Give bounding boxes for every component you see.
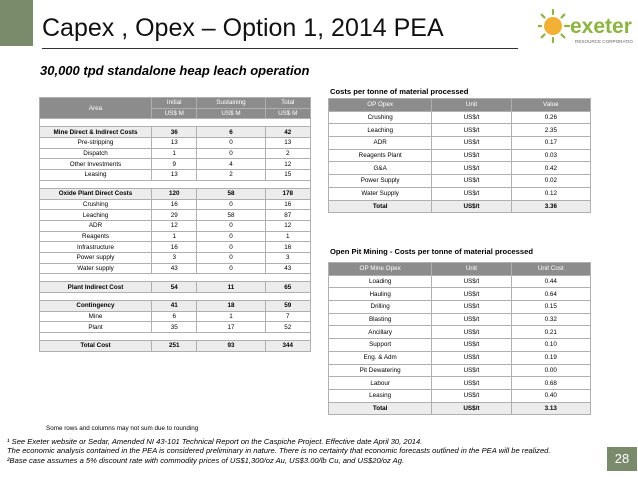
capex-table xyxy=(39,97,311,352)
table-row xyxy=(40,322,311,333)
table-cell: 0 xyxy=(197,252,265,263)
table-row xyxy=(40,252,311,263)
table-row xyxy=(329,162,591,175)
footnote-3: ²Base case assumes a 5% discount rate with commodity prices of US$1,300/oz Au, US$3.00/lb Cu, and US$20/oz Ag. xyxy=(7,455,405,465)
table-cell: Labour xyxy=(329,377,432,390)
table-cell: 0 xyxy=(197,220,265,231)
table-cell: Total xyxy=(329,402,432,415)
capex-unit-2: US$ M xyxy=(265,108,310,119)
table-row xyxy=(40,293,311,301)
table-cell: US$/t xyxy=(432,301,511,314)
table-cell: 0.12 xyxy=(511,187,590,200)
table-cell: 36 xyxy=(152,127,197,138)
table-cell: US$/t xyxy=(432,187,511,200)
table-row xyxy=(329,111,591,124)
table-row xyxy=(40,263,311,274)
capex-header-area: Area xyxy=(40,98,152,119)
table-cell: Loading xyxy=(329,275,432,288)
opex-header-row xyxy=(329,99,591,112)
opex-table xyxy=(328,98,591,213)
mine-header-1: Unit xyxy=(432,263,511,276)
table-cell: 12 xyxy=(265,159,310,170)
table-row xyxy=(329,377,591,390)
table-row xyxy=(40,188,311,199)
table-row xyxy=(40,242,311,253)
table-cell: 87 xyxy=(265,210,310,221)
table-row xyxy=(329,339,591,352)
table-cell: Blasting xyxy=(329,313,432,326)
table-cell: US$/t xyxy=(432,149,511,162)
table-row xyxy=(40,341,311,352)
table-row xyxy=(329,326,591,339)
table-row xyxy=(329,124,591,137)
table-cell: 120 xyxy=(152,188,197,199)
mine-section-label: Open Pit Mining - Costs per tonne of material processed xyxy=(330,247,533,256)
table-row xyxy=(40,148,311,159)
table-cell: Power Supply xyxy=(329,175,432,188)
blank-cell xyxy=(40,119,311,127)
table-cell: 2 xyxy=(265,148,310,159)
accent-block xyxy=(0,0,33,46)
table-cell: US$/t xyxy=(432,351,511,364)
table-row xyxy=(40,333,311,341)
table-cell: Leaching xyxy=(40,210,152,221)
table-cell: Crushing xyxy=(329,111,432,124)
table-row xyxy=(329,288,591,301)
table-cell: 0 xyxy=(197,263,265,274)
table-cell: 12 xyxy=(265,220,310,231)
table-cell: Total xyxy=(329,200,432,213)
table-cell: 0.44 xyxy=(511,275,590,288)
table-cell: 11 xyxy=(197,282,265,293)
table-cell: Pre-stripping xyxy=(40,138,152,149)
table-cell: Total Cost xyxy=(40,341,152,352)
table-cell: 58 xyxy=(197,188,265,199)
table-cell: Crushing xyxy=(40,199,152,210)
table-cell: 0.32 xyxy=(511,313,590,326)
table-cell: 0.21 xyxy=(511,326,590,339)
table-row xyxy=(40,282,311,293)
table-cell: 0.26 xyxy=(511,111,590,124)
table-cell: US$/t xyxy=(432,175,511,188)
table-cell: Leaching xyxy=(329,124,432,137)
table-row xyxy=(329,301,591,314)
table-cell: 54 xyxy=(152,282,197,293)
table-cell: Reagents Plant xyxy=(329,149,432,162)
table-cell: 0 xyxy=(197,231,265,242)
table-cell: 6 xyxy=(152,311,197,322)
table-row xyxy=(329,364,591,377)
table-row xyxy=(329,389,591,402)
opex-header-0: OP Opex xyxy=(329,99,432,112)
table-cell: 0.42 xyxy=(511,162,590,175)
table-cell: US$/t xyxy=(432,377,511,390)
table-cell: 43 xyxy=(265,263,310,274)
table-cell: 0.03 xyxy=(511,149,590,162)
table-cell: 15 xyxy=(265,170,310,181)
table-cell: 93 xyxy=(197,341,265,352)
table-cell: 0.64 xyxy=(511,288,590,301)
table-row xyxy=(40,180,311,188)
footnote-1: ¹ See Exeter website or Sedar, Amended NI 43-101 Technical Report on the Caspiche Project. Effective date April 30, 2014. xyxy=(7,437,423,446)
table-cell: US$/t xyxy=(432,339,511,352)
table-cell: Infrastructure xyxy=(40,242,152,253)
table-cell: 13 xyxy=(152,170,197,181)
table-cell: 1 xyxy=(197,311,265,322)
table-row xyxy=(329,175,591,188)
table-cell: US$/t xyxy=(432,200,511,213)
table-cell: US$/t xyxy=(432,162,511,175)
table-row xyxy=(329,137,591,150)
table-cell: ADR xyxy=(329,137,432,150)
table-cell: Other Investments xyxy=(40,159,152,170)
table-cell: 0 xyxy=(197,199,265,210)
table-cell: US$/t xyxy=(432,364,511,377)
table-cell: 2.35 xyxy=(511,124,590,137)
table-row xyxy=(40,311,311,322)
table-cell: 6 xyxy=(197,127,265,138)
table-row xyxy=(329,149,591,162)
table-cell: 0.19 xyxy=(511,351,590,364)
table-row xyxy=(40,159,311,170)
table-cell: 0.02 xyxy=(511,175,590,188)
table-row xyxy=(40,231,311,242)
logo-tagline: RESOURCE CORPORATION xyxy=(575,39,633,44)
table-cell: Mine Direct & Indirect Costs xyxy=(40,127,152,138)
logo-sun-icon xyxy=(538,6,633,54)
opex-total-row xyxy=(329,200,591,213)
table-cell: US$/t xyxy=(432,326,511,339)
table-row xyxy=(40,210,311,221)
table-cell: 0.40 xyxy=(511,389,590,402)
table-cell: 52 xyxy=(265,322,310,333)
table-cell: Support xyxy=(329,339,432,352)
table-row xyxy=(329,275,591,288)
table-row xyxy=(329,351,591,364)
table-cell: Reagents xyxy=(40,231,152,242)
table-cell: 251 xyxy=(152,341,197,352)
capex-header-row xyxy=(40,98,311,109)
table-cell: 41 xyxy=(152,301,197,312)
capex-header-1: Initial xyxy=(152,98,197,109)
table-cell: 17 xyxy=(197,322,265,333)
table-cell: 178 xyxy=(265,188,310,199)
table-cell: 0.00 xyxy=(511,364,590,377)
table-cell: 0.10 xyxy=(511,339,590,352)
mine-opex-table xyxy=(328,262,591,415)
footnote-2: The economic analysis contained in the PEA is considered preliminary in nature. There is no certainty that economic forecasts outlined in the PEA will be realized. xyxy=(7,446,551,456)
mine-header-row xyxy=(329,263,591,276)
table-cell: 13 xyxy=(152,138,197,149)
capex-header-2: Sustaining xyxy=(197,98,265,109)
table-cell: US$/t xyxy=(432,313,511,326)
table-cell: 1 xyxy=(152,148,197,159)
table-cell: 65 xyxy=(265,282,310,293)
exeter-logo xyxy=(538,6,633,54)
table-cell: US$/t xyxy=(432,402,511,415)
table-cell: 2 xyxy=(197,170,265,181)
table-cell: 13 xyxy=(265,138,310,149)
table-row xyxy=(40,301,311,312)
table-row xyxy=(40,127,311,138)
table-cell: US$/t xyxy=(432,275,511,288)
table-cell: US$/t xyxy=(432,288,511,301)
table-cell: 3.36 xyxy=(511,200,590,213)
slide-subtitle: 30,000 tpd standalone heap leach operation xyxy=(40,63,310,78)
table-row xyxy=(40,138,311,149)
capex-unit-0: US$ M xyxy=(152,108,197,119)
footnotes xyxy=(7,437,551,465)
table-cell: 1 xyxy=(152,231,197,242)
table-cell: Power supply xyxy=(40,252,152,263)
table-cell: 0 xyxy=(197,148,265,159)
table-cell: Leasing xyxy=(329,389,432,402)
table-cell: 16 xyxy=(152,242,197,253)
blank-cell xyxy=(40,180,311,188)
table-cell: Water supply xyxy=(40,263,152,274)
table-cell: 42 xyxy=(265,127,310,138)
table-cell: Water Supply xyxy=(329,187,432,200)
table-cell: 58 xyxy=(197,210,265,221)
table-cell: Plant xyxy=(40,322,152,333)
table-cell: US$/t xyxy=(432,111,511,124)
table-cell: Dispatch xyxy=(40,148,152,159)
table-cell: 29 xyxy=(152,210,197,221)
table-row xyxy=(40,199,311,210)
table-cell: 0.15 xyxy=(511,301,590,314)
table-cell: 18 xyxy=(197,301,265,312)
table-cell: 3 xyxy=(152,252,197,263)
table-cell: Hauling xyxy=(329,288,432,301)
table-cell: G&A xyxy=(329,162,432,175)
table-cell: 3 xyxy=(265,252,310,263)
table-cell: Ancillary xyxy=(329,326,432,339)
table-row xyxy=(40,220,311,231)
table-cell: Oxide Plant Direct Costs xyxy=(40,188,152,199)
slide-title: Capex , Opex – Option 1, 2014 PEA xyxy=(42,14,444,42)
opex-section-label: Costs per tonne of material processed xyxy=(330,87,469,96)
table-cell: 43 xyxy=(152,263,197,274)
rounding-note: Some rows and columns may not sum due to rounding xyxy=(46,425,199,432)
table-cell: 35 xyxy=(152,322,197,333)
table-cell: 16 xyxy=(265,199,310,210)
table-cell: 0 xyxy=(197,242,265,253)
table-cell: Leasing xyxy=(40,170,152,181)
capex-header-3: Total xyxy=(265,98,310,109)
table-cell: Pit Dewatering xyxy=(329,364,432,377)
table-cell: Plant Indirect Cost xyxy=(40,282,152,293)
table-row xyxy=(40,170,311,181)
mine-total-row xyxy=(329,402,591,415)
table-row xyxy=(40,274,311,282)
table-cell: 344 xyxy=(265,341,310,352)
table-cell: 7 xyxy=(265,311,310,322)
table-cell: Mine xyxy=(40,311,152,322)
table-cell: US$/t xyxy=(432,389,511,402)
table-cell: 0.17 xyxy=(511,137,590,150)
blank-cell xyxy=(40,274,311,282)
table-row xyxy=(329,187,591,200)
blank-cell xyxy=(40,293,311,301)
table-cell: 1 xyxy=(265,231,310,242)
table-cell: Contingency xyxy=(40,301,152,312)
table-cell: ADR xyxy=(40,220,152,231)
opex-header-1: Unit xyxy=(432,99,511,112)
table-row xyxy=(329,313,591,326)
table-row xyxy=(40,119,311,127)
table-cell: 59 xyxy=(265,301,310,312)
table-cell: 0 xyxy=(197,138,265,149)
table-cell: 12 xyxy=(152,220,197,231)
capex-unit-1: US$ M xyxy=(197,108,265,119)
blank-cell xyxy=(40,333,311,341)
logo-wordmark: exeter xyxy=(570,15,632,38)
table-cell: 16 xyxy=(152,199,197,210)
table-cell: US$/t xyxy=(432,124,511,137)
table-cell: Eng. & Adm xyxy=(329,351,432,364)
table-cell: US$/t xyxy=(432,137,511,150)
table-cell: 3.13 xyxy=(511,402,590,415)
mine-header-0: OP Mine Opex xyxy=(329,263,432,276)
title-divider xyxy=(42,48,518,49)
table-cell: 16 xyxy=(265,242,310,253)
table-cell: 0.68 xyxy=(511,377,590,390)
table-cell: Drilling xyxy=(329,301,432,314)
page-number: 28 xyxy=(607,447,637,471)
table-cell: 9 xyxy=(152,159,197,170)
mine-header-2: Unit Cost xyxy=(511,263,590,276)
opex-header-2: Value xyxy=(511,99,590,112)
table-cell: 4 xyxy=(197,159,265,170)
